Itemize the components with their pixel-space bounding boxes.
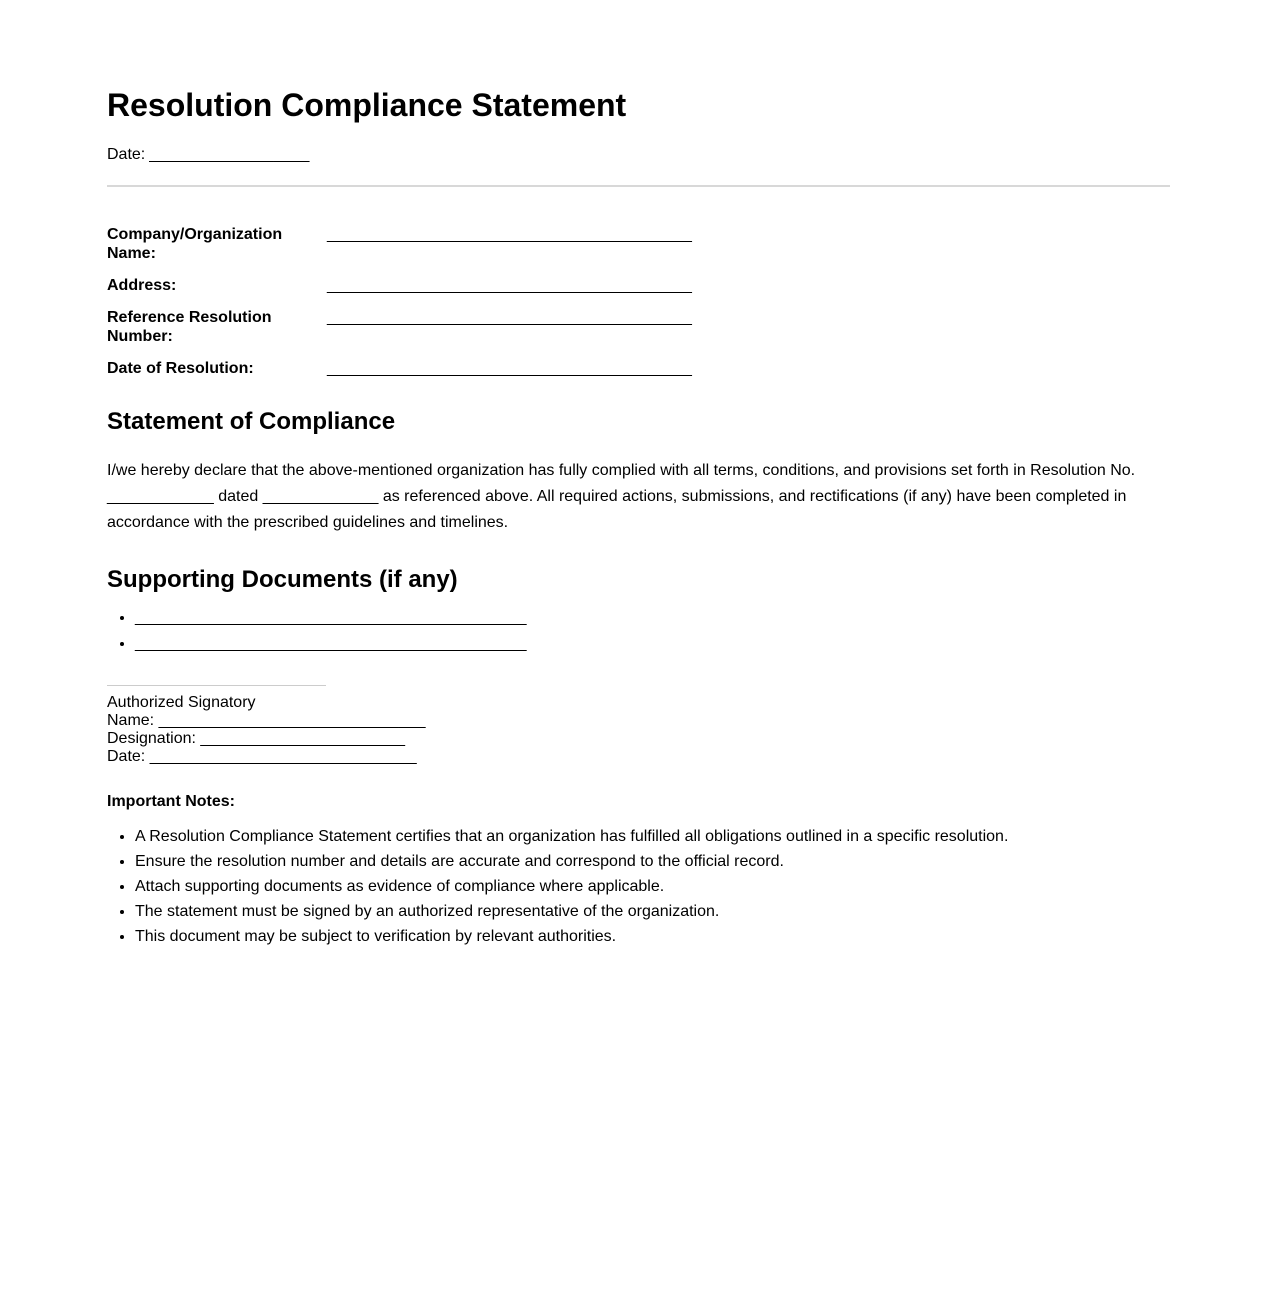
signatory-designation-line: Designation: _______________________	[107, 730, 406, 748]
form-fields	[107, 225, 1170, 378]
field-row-address	[107, 276, 1170, 295]
field-row-resolution-number	[107, 308, 1170, 346]
field-blank-resolution-number: _________________________________________	[327, 308, 692, 326]
date-blank: __________________	[149, 145, 310, 163]
important-notes-list	[107, 827, 1170, 946]
signatory-name-line: Name: ______________________________	[107, 712, 426, 730]
supporting-documents-heading: Supporting Documents (if any)	[107, 565, 458, 593]
field-label-company: Company/Organization Name:	[107, 225, 283, 262]
note-item: • The statement must be signed by an authorized representative of the organization.	[135, 902, 1170, 921]
signatory-title: Authorized Signatory	[107, 694, 256, 712]
date-label: Date:	[107, 145, 146, 163]
note-item: • Ensure the resolution number and details are accurate and correspond to the official record.	[135, 852, 1170, 871]
note-item: • This document may be subject to verification by relevant authorities.	[135, 927, 1170, 946]
important-notes-heading: Important Notes:	[107, 793, 235, 811]
field-blank-resolution-date: _________________________________________	[327, 359, 692, 377]
field-row-company	[107, 225, 1170, 263]
signature-block	[107, 685, 1170, 766]
supporting-documents-list	[107, 608, 1170, 653]
signature-rule	[107, 685, 326, 686]
compliance-statement: I/we hereby declare that the above-mentioned organization has fully complied with all terms, conditions, and provisions set forth in Resolution No. ____________ dated _____________ as referenced above. All required actions, submissions, and rectifications (if any) have been completed in accordance with the prescribed guidelines and timelines.	[107, 461, 1136, 531]
field-row-resolution-date	[107, 359, 1170, 378]
note-item: • A Resolution Compliance Statement certifies that an organization has fulfilled all obligations outlined in a specific resolution.	[135, 827, 1170, 846]
field-blank-address: _________________________________________	[327, 276, 692, 294]
field-label-resolution-number: Reference Resolution Number:	[107, 308, 272, 345]
note-item: • Attach supporting documents as evidence of compliance where applicable.	[135, 877, 1170, 896]
supporting-document-blank: • ____________________________________________	[135, 634, 1170, 653]
field-blank-company: _________________________________________	[327, 225, 692, 243]
signatory-date-line: Date: ______________________________	[107, 748, 417, 766]
header-divider	[107, 185, 1170, 187]
supporting-document-blank: • ____________________________________________	[135, 608, 1170, 627]
date-line	[107, 145, 1170, 164]
compliance-heading: Statement of Compliance	[107, 408, 396, 436]
page-title: Resolution Compliance Statement	[107, 87, 627, 123]
field-label-resolution-date: Date of Resolution:	[107, 359, 254, 377]
field-label-address: Address:	[107, 276, 177, 294]
